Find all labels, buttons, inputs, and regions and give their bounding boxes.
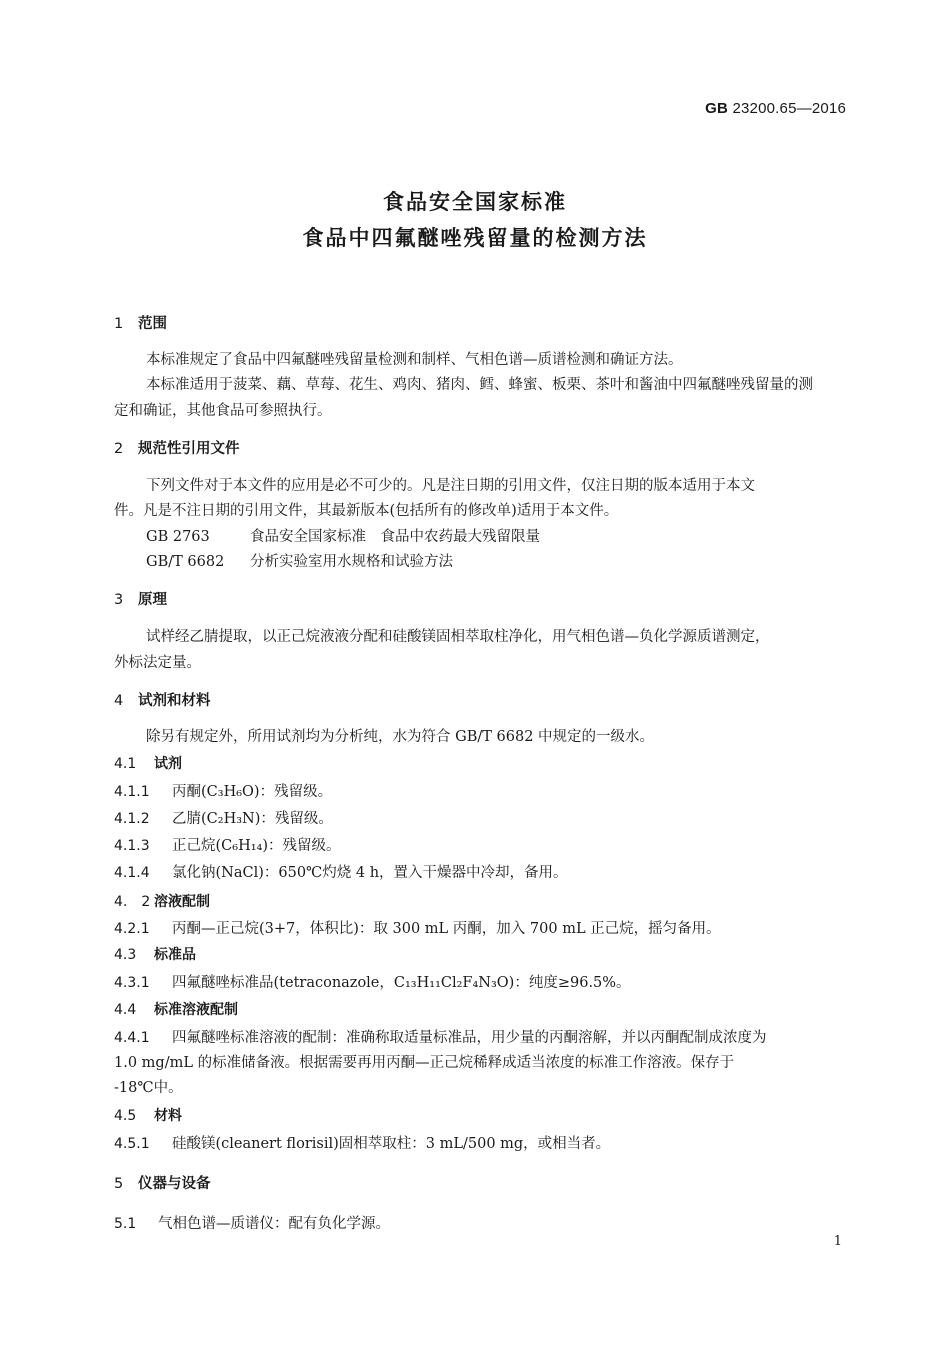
subsection-number: 4.1	[114, 756, 137, 772]
clause-number: 4.1.4	[114, 865, 150, 881]
clause-text: 丙酮(C₃H₆O)：残留级。	[172, 784, 333, 800]
subsection-number: 4.3	[114, 947, 137, 963]
clause-4-1-2	[114, 807, 333, 828]
section-4-intro: 除另有规定外，所用试剂均为分析纯，水为符合 GB/T 6682 中规定的一级水。	[146, 729, 655, 745]
subsection-4-4-heading	[114, 999, 238, 1019]
section-1-para-1: 本标准规定了食品中四氟醚唑残留量检测和制样、气相色谱—质谱检测和确证方法。	[146, 352, 683, 368]
reference-title: 分析实验室用水规格和试验方法	[250, 554, 453, 570]
subsection-title: 试剂	[154, 756, 182, 772]
normative-reference	[146, 525, 540, 546]
reference-code: GB/T 6682	[146, 554, 225, 570]
section-1-para-2-line1: 本标准适用于菠菜、藕、草莓、花生、鸡肉、猪肉、鳕、蜂蜜、板栗、茶叶和酱油中四氟醚唑残留量的测	[146, 377, 813, 393]
clause-4-3-1	[114, 971, 631, 992]
clause-text: 硅酸镁(cleanert florisil)固相萃取柱：3 mL/500 mg，或相当者。	[172, 1136, 611, 1152]
subsection-title: 标准品	[154, 947, 196, 963]
subsection-number: 4.5	[114, 1108, 137, 1124]
section-3-para-line1: 试样经乙腈提取，以正己烷液液分配和硅酸镁固相萃取柱净化，用气相色谱—负化学源质谱测定，	[146, 629, 770, 645]
section-2-para-line2: 件。凡是不注日期的引用文件，其最新版本(包括所有的修改单)适用于本文件。	[114, 503, 619, 519]
clause-text: 四氟醚唑标准溶液的配制：准确称取适量标准品，用少量的丙酮溶解，并以丙酮配制成浓度为	[172, 1030, 767, 1046]
normative-reference	[146, 550, 453, 571]
section-number: 1	[114, 316, 124, 332]
clause-number: 4.4.1	[114, 1030, 150, 1046]
clause-number: 4.1.3	[114, 838, 150, 854]
section-number: 5	[114, 1176, 124, 1192]
section-1-para-2-line2: 定和确证，其他食品可参照执行。	[114, 403, 332, 419]
section-1-heading	[114, 312, 167, 333]
subsection-number: 4.4	[114, 1002, 137, 1018]
standard-code: 23200.65—2016	[732, 100, 846, 117]
clause-5-1	[114, 1212, 390, 1233]
clause-number: 4.5.1	[114, 1136, 150, 1152]
subsection-title: 材料	[154, 1108, 182, 1124]
clause-number: 4.1.2	[114, 811, 150, 827]
clause-text: 四氟醚唑标准品(tetraconazole，C₁₃H₁₁Cl₂F₄N₃O)：纯度≥96.5%。	[172, 975, 631, 991]
subsection-4-5-heading	[114, 1105, 182, 1125]
reference-title: 食品安全国家标准 食品中农药最大残留限量	[250, 529, 540, 545]
clause-4-1-4	[114, 861, 568, 882]
document-title-line1: 食品安全国家标准	[383, 190, 567, 214]
clause-4-1-3	[114, 834, 341, 855]
section-5-heading	[114, 1172, 211, 1193]
section-number: 3	[114, 592, 124, 608]
section-2-para-line1: 下列文件对于本文件的应用是必不可少的。凡是注日期的引用文件，仅注日期的版本适用于本文	[146, 478, 755, 494]
section-2-heading	[114, 437, 240, 458]
section-title: 规范性引用文件	[138, 441, 240, 457]
standard-number	[705, 100, 846, 117]
clause-4-1-1	[114, 780, 332, 801]
clause-text: 氯化钠(NaCl)：650℃灼烧 4 h，置入干燥器中冷却，备用。	[172, 865, 568, 881]
clause-4-4-1-line2: 1.0 mg/mL 的标准储备液。根据需要再用丙酮—正己烷稀释成适当浓度的标准工作溶液。保存于	[114, 1055, 735, 1071]
clause-text: 气相色谱—质谱仪：配有负化学源。	[158, 1216, 390, 1232]
clause-text: 正己烷(C₆H₁₄)：残留级。	[172, 838, 341, 854]
clause-number: 4.2.1	[114, 921, 150, 937]
clause-4-4-1-line1	[114, 1026, 767, 1047]
subsection-4-2-heading	[114, 891, 210, 911]
section-title: 原理	[138, 592, 167, 608]
clause-number: 5.1	[114, 1216, 137, 1232]
clause-4-2-1	[114, 917, 721, 938]
clause-number: 4.3.1	[114, 975, 150, 991]
section-3-heading	[114, 588, 167, 609]
section-title: 范围	[138, 316, 167, 332]
section-3-para-line2: 外标法定量。	[114, 655, 201, 671]
subsection-4-1-heading	[114, 753, 182, 773]
reference-code: GB 2763	[146, 529, 210, 545]
document-title-line2: 食品中四氟醚唑残留量的检测方法	[302, 226, 648, 250]
subsection-title: 溶液配制	[154, 894, 210, 910]
section-title: 试剂和材料	[138, 693, 211, 709]
clause-4-5-1	[114, 1132, 610, 1153]
clause-text: 乙腈(C₂H₃N)：残留级。	[172, 811, 333, 827]
section-title: 仪器与设备	[138, 1176, 211, 1192]
section-number: 4	[114, 693, 124, 709]
subsection-number: 4. 2	[114, 894, 151, 910]
section-number: 2	[114, 441, 124, 457]
clause-4-4-1-line3: -18℃中。	[114, 1080, 183, 1096]
section-4-heading	[114, 689, 211, 710]
subsection-4-3-heading	[114, 944, 196, 964]
page-number: 1	[833, 1234, 842, 1249]
subsection-title: 标准溶液配制	[154, 1002, 238, 1018]
clause-number: 4.1.1	[114, 784, 150, 800]
standard-prefix: GB	[705, 100, 729, 117]
clause-text: 丙酮—正己烷(3+7，体积比)：取 300 mL 丙酮，加入 700 mL 正己烷，摇匀备用。	[172, 921, 721, 937]
